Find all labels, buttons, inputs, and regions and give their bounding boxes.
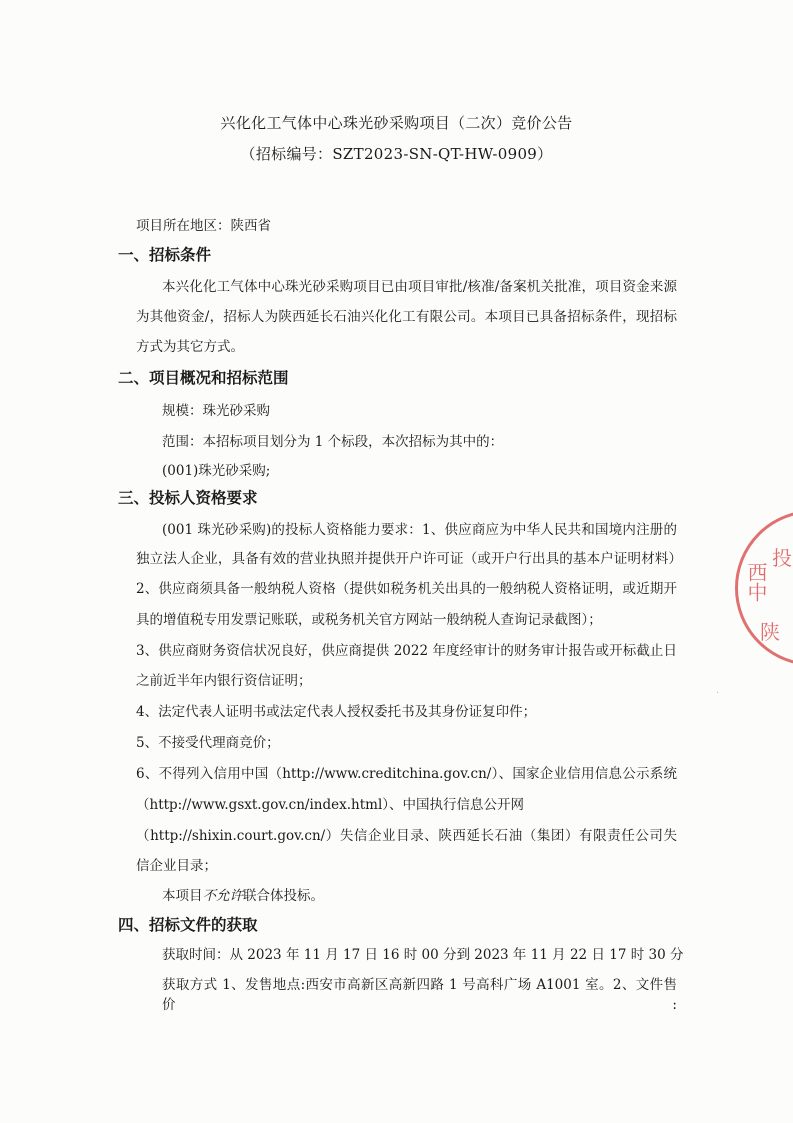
qualification-line-6: 之前近半年内银行资信证明； xyxy=(136,673,312,689)
seal-text-bottom: 陕 xyxy=(760,620,780,644)
qualification-line-1: (001 珠光砂采购)的投标人资格能力要求：1、供应商应为中华人民共和国境内注册的 xyxy=(162,522,677,538)
project-scale: 规模：珠光砂采购 xyxy=(162,403,270,419)
qualification-line-3: 2、供应商须具备一般纳税人资格（提供如税务机关出具的一般纳税人资格证明，或近期开 xyxy=(136,581,677,597)
qualification-line-5: 3、供应商财务资信状况良好，供应商提供 2022 年度经审计的财务审计报告或开标截止日 xyxy=(136,643,677,659)
qualification-line-12: 信企业目录； xyxy=(136,858,217,874)
section-1-line-1: 本兴化化工气体中心珠光砂采购项目已由项目审批/核准/备案机关批准，项目资金来源 xyxy=(162,279,677,295)
qualification-line-9: 6、不得列入信用中国（http://www.creditchina.gov.cn/）、国家企业信用信息公示系统 xyxy=(136,766,677,782)
section-1-line-2: 为其他资金/，招标人为陕西延长石油兴化化工有限公司。本项目已具备招标条件，现招标 xyxy=(136,309,677,325)
seal-text-top: 投 xyxy=(772,546,792,570)
qualification-line-2: 独立法人企业，具备有效的营业执照并提供开户许可证（或开户行出具的基本户证明材料） xyxy=(136,551,682,567)
seal-text-middle: 西中 xyxy=(744,562,768,602)
qualification-line-7: 4、法定代表人证明书或法定代表人授权委托书及其身份证复印件； xyxy=(136,704,537,720)
joint-bid-not-allowed: 不允许 xyxy=(202,888,243,904)
acquisition-method: 获取方式 1、发售地点:西安市高新区高新四路 1 号高科广场 A1001 室。2、文件售价: xyxy=(162,977,677,1013)
qualification-line-4: 具的增值税专用发票记账联，或税务机关官方网站一般纳税人查询记录截图）； xyxy=(136,612,602,628)
section-heading-4: 四、招标文件的获取 xyxy=(118,916,258,934)
section-heading-3: 三、投标人资格要求 xyxy=(118,489,258,507)
scan-mark: · xyxy=(716,688,720,699)
section-heading-2: 二、项目概况和招标范围 xyxy=(118,369,289,387)
joint-bid-suffix: 联合体投标。 xyxy=(243,888,324,904)
project-region: 项目所在地区：陕西省 xyxy=(136,218,271,234)
qualification-line-8: 5、不接受代理商竞价； xyxy=(136,735,280,751)
document-title: 兴化化工气体中心珠光砂采购项目（二次）竞价公告 xyxy=(220,114,573,132)
qualification-line-10: （http://www.gsxt.gov.cn/index.html）、中国执行信息公开网 xyxy=(136,797,525,813)
acquisition-time: 获取时间：从 2023 年 11 月 17 日 16 时 00 分到 2023 年 11 月 22 日 17 时 30 分 xyxy=(162,947,684,963)
qualification-line-11: （http://shixin.court.gov.cn/）失信企业目录、陕西延长石油（集团）有限责任公司失 xyxy=(136,828,677,844)
project-range: 范围：本招标项目划分为 1 个标段，本次招标为其中的： xyxy=(162,434,504,450)
joint-bid-prefix: 本项目 xyxy=(162,888,203,904)
section-heading-1: 一、招标条件 xyxy=(118,246,212,264)
tender-code: （招标编号：SZT2023-SN-QT-HW-0909） xyxy=(240,145,553,163)
section-1-line-3: 方式为其它方式。 xyxy=(136,339,244,355)
joint-bid-note xyxy=(162,884,324,904)
lot-item: (001)珠光砂采购; xyxy=(162,463,271,479)
